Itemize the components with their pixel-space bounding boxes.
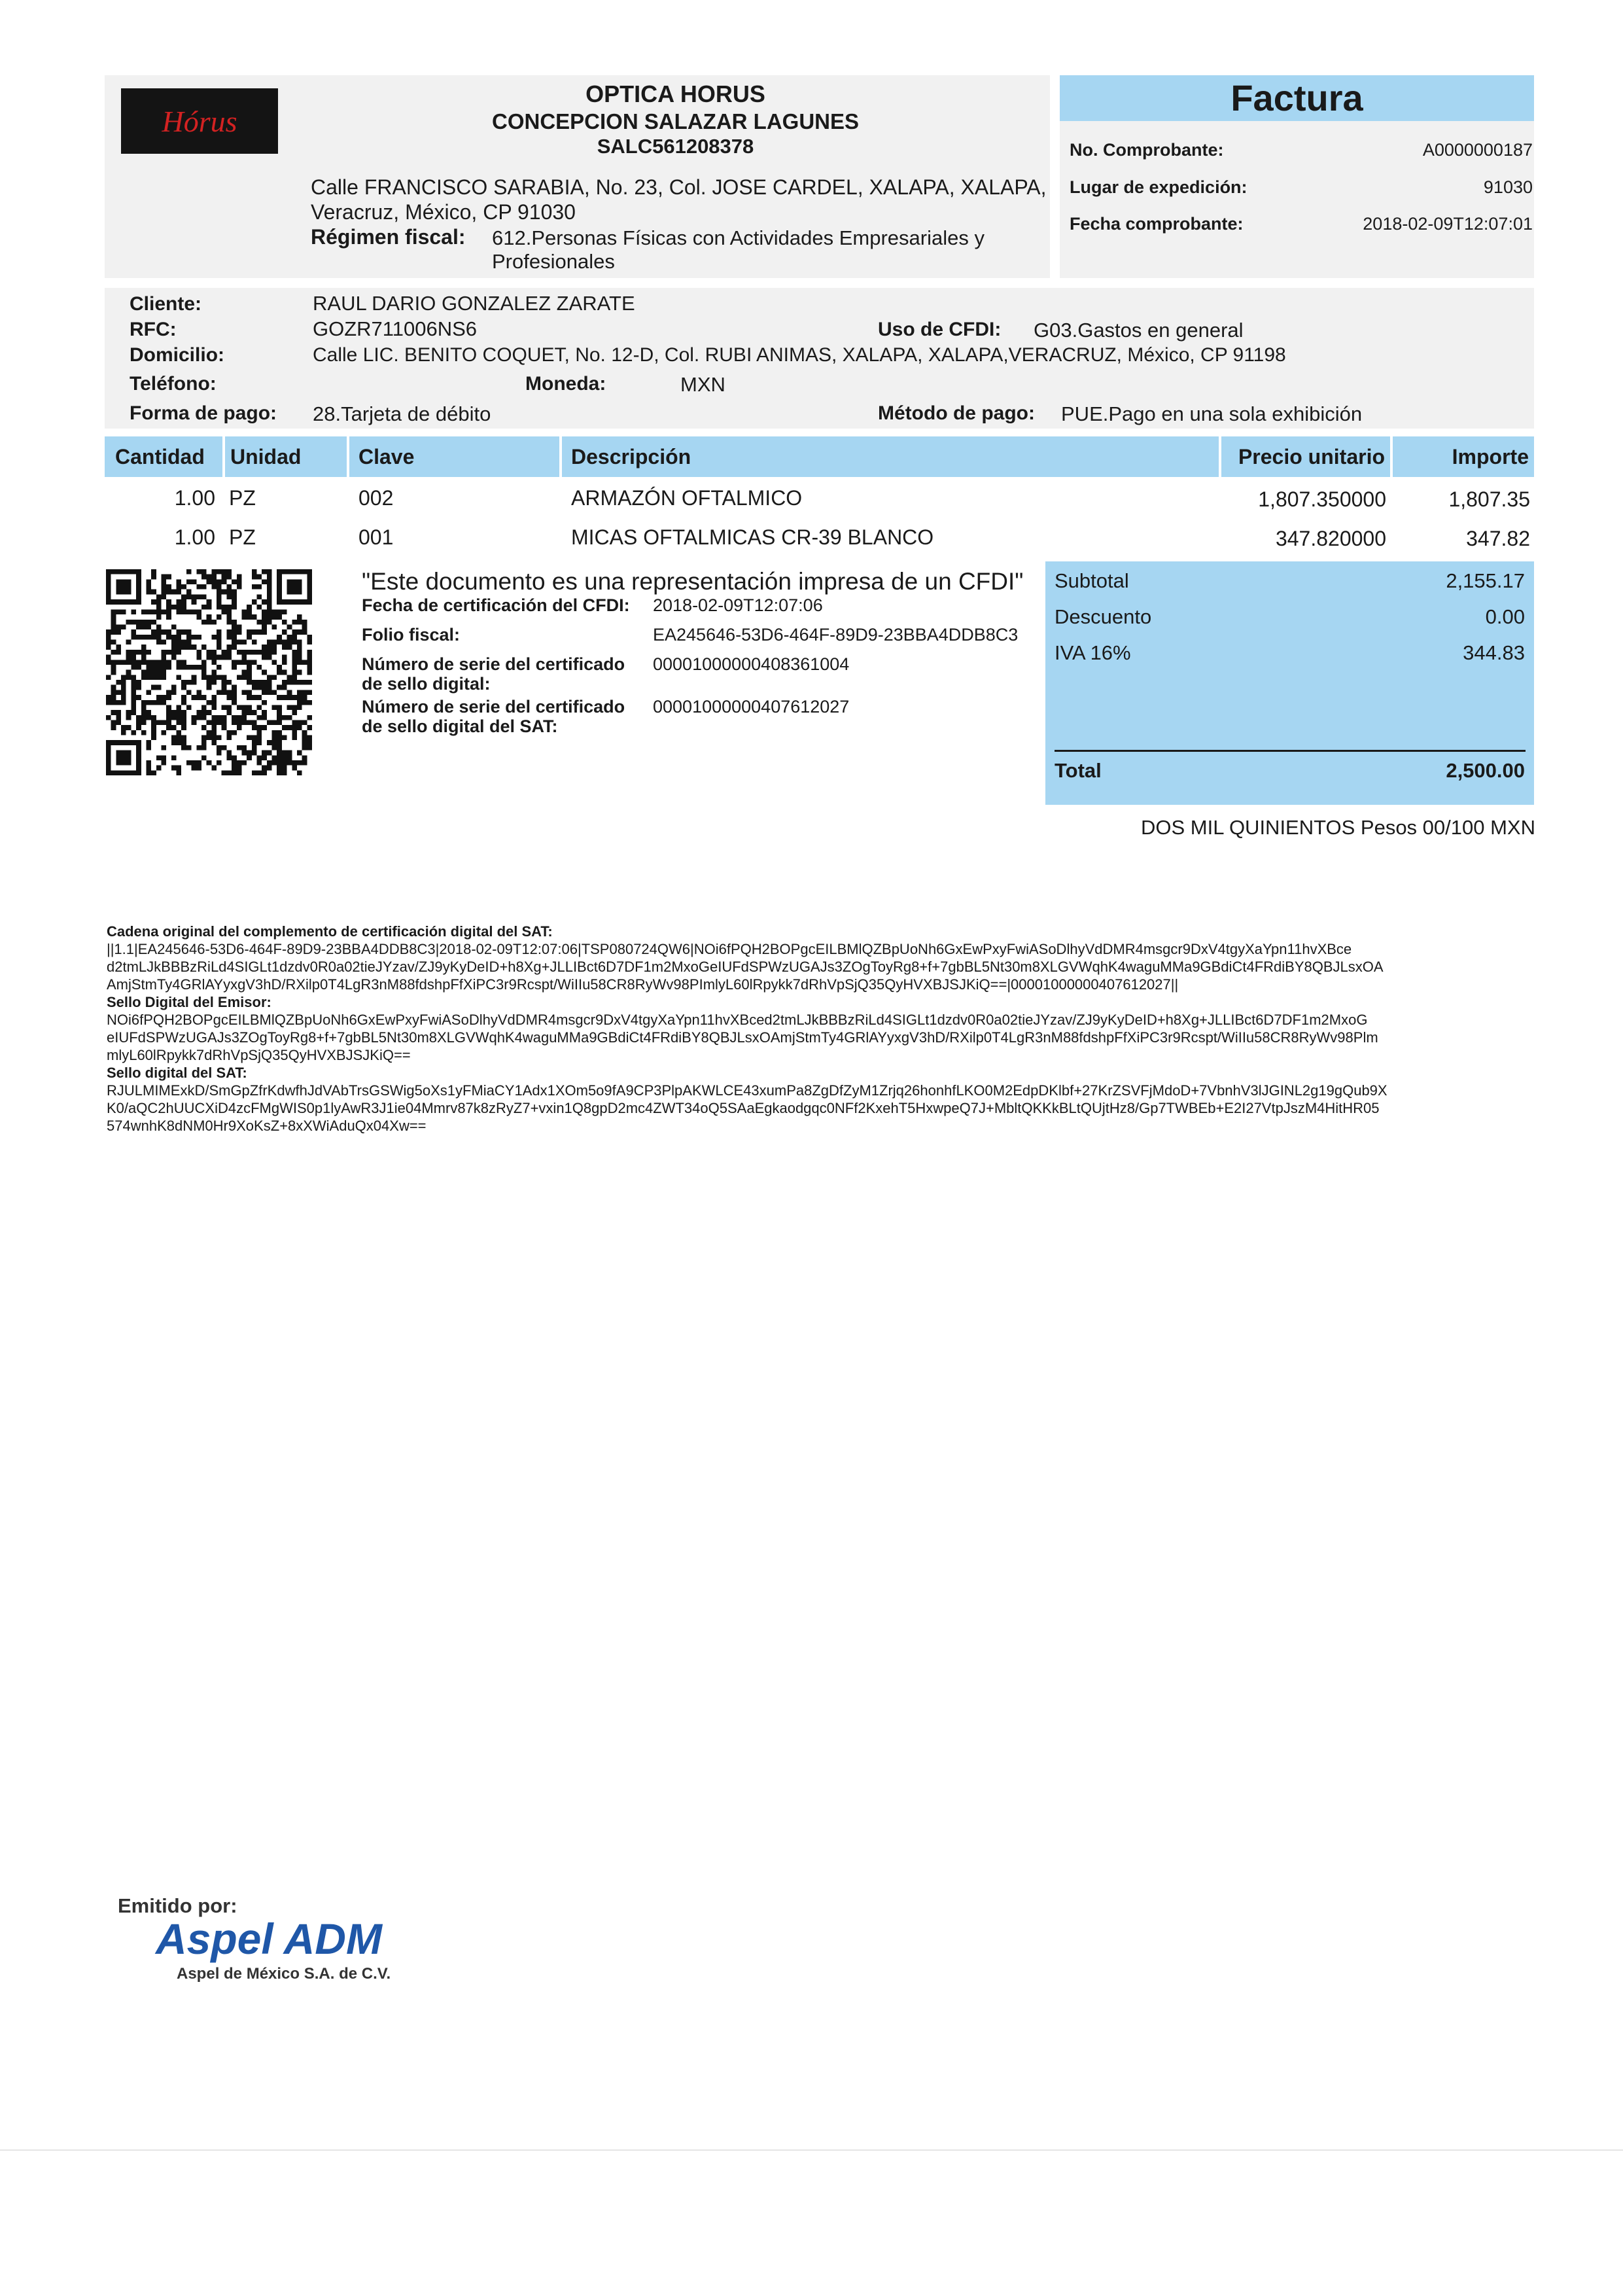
digital-serial-label-line1: Número de serie del certificado — [362, 654, 625, 674]
sat-seal-label: Sello digital del SAT: — [107, 1065, 247, 1081]
column-header-unit-price: Precio unitario — [1238, 445, 1385, 468]
subtotal-value: 2,155.17 — [1446, 569, 1525, 592]
client-address-label: Domicilio: — [130, 344, 225, 366]
regime-value-line1: 612.Personas Físicas con Actividades Empresariales y — [492, 226, 985, 249]
row-quantity: 1.00 — [174, 525, 215, 549]
row-amount: 1,807.35 — [1448, 487, 1530, 511]
column-header-quantity: Cantidad — [115, 445, 205, 468]
row-description: MICAS OFTALMICAS CR-39 BLANCO — [571, 525, 934, 549]
issuer-address-line1: Calle FRANCISCO SARABIA, No. 23, Col. JOSE CARDEL, XALAPA, XALAPA, — [311, 175, 1047, 199]
payment-form-value: 28.Tarjeta de débito — [313, 402, 491, 425]
column-header-description: Descripción — [571, 445, 691, 468]
original-chain-label: Cadena original del complemento de certificación digital del SAT: — [107, 923, 553, 940]
row-unit-price: 347.820000 — [1275, 527, 1386, 550]
emitter-seal-line: NOi6fPQH2BOPgcEILBMlQZBpUoNh6GxEwPxyFwiASoDlhyVdDMR4msgcr9DxV4tgyXaYpn11hvXBced2tmLJkBBBzRiLd4SIGLt1dzdv0R0a02tieJYzav/ZJ9yKyDeID+h8Xg+JLLIBct6D7DF1m2MxoG — [107, 1012, 1368, 1028]
invoice-number-value: A0000000187 — [1422, 140, 1533, 160]
header-divider — [559, 436, 562, 477]
issuer-name: OPTICA HORUS — [585, 80, 765, 107]
row-quantity: 1.00 — [174, 486, 215, 510]
regime-value-line2: Profesionales — [492, 250, 615, 273]
amount-in-words: DOS MIL QUINIENTOS Pesos 00/100 MXN — [1141, 816, 1535, 839]
header-divider — [1390, 436, 1393, 477]
total-label: Total — [1055, 759, 1102, 782]
total-value: 2,500.00 — [1446, 759, 1525, 782]
company-logo — [121, 88, 278, 154]
invoice-title: Factura — [1060, 75, 1534, 121]
regime-label: Régimen fiscal: — [311, 225, 466, 249]
sat-serial-label-line2: de sello digital del SAT: — [362, 716, 558, 736]
client-rfc-value: GOZR711006NS6 — [313, 317, 477, 340]
header-divider — [1219, 436, 1221, 477]
header-divider — [347, 436, 349, 477]
header-divider — [222, 436, 225, 477]
sat-serial-value: 00001000000407612027 — [653, 697, 850, 716]
discount-value: 0.00 — [1485, 605, 1525, 628]
sat-seal-line: RJULMIMExkD/SmGpZfrKdwfhJdVAbTrsGSWig5oXs1yFMiaCY1Adx1XOm5o9fA9CP3PlpAKWLCE43xumPa8ZgDfZyM1Zrjq26honhfLKO0M2EdpDKlbf+27KrZSVFjMdoD+7VbnhV3lJGINL2g19gQub9X — [107, 1082, 1387, 1099]
issuer-rfc: SALC561208378 — [597, 135, 754, 158]
original-chain-line: d2tmLJkBBBzRiLd4SIGLt1dzdv0R0a02tieJYzav/ZJ9yKyDeID+h8Xg+JLLIBct6D7DF1m2MxoGeIUFdSPWzUGAJs3ZOgToyRg8+f+7gbBL5Nt30m8XLGVWqhK4waguMMa9GBdiCt4FRdiBY8QBJLsxOA — [107, 959, 1384, 975]
discount-label: Descuento — [1055, 605, 1152, 628]
emitter-seal-label: Sello Digital del Emisor: — [107, 994, 271, 1010]
folio-value: EA245646-53D6-464F-89D9-23BBA4DDB8C3 — [653, 625, 1019, 645]
sat-serial-label-line1: Número de serie del certificado — [362, 697, 625, 716]
digital-serial-value: 00001000000408361004 — [653, 654, 850, 674]
cfdi-use-value: G03.Gastos en general — [1034, 319, 1244, 342]
column-header-unit: Unidad — [230, 445, 302, 468]
column-header-amount: Importe — [1452, 445, 1529, 468]
original-chain-line: AmjStmTy4GRlAYyxgV3hD/RXilp0T4LgR3nM88fdshpFfXiPC3r9Rcspt/WiIIu58CR8RyWv98PImlyL60lRpykk7dRhVpSjQ35QyHVXBJSJKiQ==|00001000000407612027|| — [107, 976, 1179, 993]
subtotal-label: Subtotal — [1055, 569, 1129, 592]
client-phone-label: Teléfono: — [130, 373, 217, 395]
row-code: 002 — [358, 486, 394, 510]
aspel-company: Aspel de México S.A. de C.V. — [177, 1965, 391, 1983]
qr-finder-pattern — [106, 740, 141, 775]
cfdi-statement: "Este documento es una representación impresa de un CFDI" — [362, 568, 1024, 595]
invoice-number-label: No. Comprobante: — [1070, 140, 1224, 160]
client-name-value: RAUL DARIO GONZALEZ ZARATE — [313, 292, 635, 315]
emitter-seal-line: eIUFdSPWzUGAJs3ZOgToyRg8+f+7gbBL5Nt30m8XLGVWqhK4waguMMa9GBdiCt4FRdiBY8QBJLsxOAmjStmTy4GRlAYyxgV3hD/RXilp0T4LgR3nM88fdshpFfXiPC3r9Rcspt/WiIIu58CR8RyWv98Plm — [107, 1029, 1378, 1046]
folio-label: Folio fiscal: — [362, 625, 461, 645]
row-unit: PZ — [229, 486, 256, 510]
emitter-seal-line: mlyL60lRpykk7dRhVpSjQ35QyHVXBJSJKiQ== — [107, 1047, 411, 1063]
row-code: 001 — [358, 525, 394, 549]
sat-seal-line: K0/aQC2hUUCXiD4zcFMgWIS0p1lyAwR3J1ie04Mmrv87k8zRyZ7+vxin1Q8gpD2mc4ZWT34oQ5SAaEgkaodgqc0NFf2KxehT5HxwpeQ7J+MbltQKKkBLtQUjtHz8/Gp7TWBEb+E2I27VtpJszM4HitHR05 — [107, 1100, 1380, 1116]
payment-method-value: PUE.Pago en una sola exhibición — [1061, 402, 1363, 425]
row-amount: 347.82 — [1466, 527, 1530, 550]
total-divider — [1055, 750, 1526, 752]
place-value: 91030 — [1483, 177, 1533, 197]
qr-finder-pattern — [106, 569, 141, 605]
payment-form-label: Forma de pago: — [130, 402, 277, 424]
client-rfc-label: RFC: — [130, 319, 177, 340]
payment-method-label: Método de pago: — [878, 402, 1035, 424]
digital-serial-label-line2: de sello digital: — [362, 674, 491, 694]
column-header-code: Clave — [358, 445, 415, 468]
page-bottom-divider — [0, 2149, 1623, 2151]
tax-label: IVA 16% — [1055, 641, 1131, 664]
issuer-address-line2: Veracruz, México, CP 91030 — [311, 200, 576, 224]
client-address-value: Calle LIC. BENITO COQUET, No. 12-D, Col. RUBI ANIMAS, XALAPA, XALAPA,VERACRUZ, México, CP 91198 — [313, 344, 1286, 366]
sat-seal-line: 574wnhK8dNM0Hr9XoKsZ+8xXWiAduQx04Xw== — [107, 1118, 427, 1134]
original-chain-line: ||1.1|EA245646-53D6-464F-89D9-23BBA4DDB8C3|2018-02-09T12:07:06|TSP080724QW6|NOi6fPQH2BOPgcEILBMlQZBpUoNh6GxEwPxyFwiASoDlhyVdDMR4msgcr9DxV4tgyXaYpn11hvXBce — [107, 941, 1352, 957]
qr-code — [106, 569, 312, 775]
issued-by-label: Emitido por: — [118, 1894, 237, 1917]
cert-date-value: 2018-02-09T12:07:06 — [653, 595, 823, 615]
currency-value: MXN — [680, 373, 725, 396]
row-description: ARMAZÓN OFTALMICO — [571, 486, 803, 510]
row-unit-price: 1,807.350000 — [1258, 487, 1386, 511]
row-unit: PZ — [229, 525, 256, 549]
invoice-date-value: 2018-02-09T12:07:01 — [1363, 214, 1533, 234]
qr-finder-pattern — [277, 569, 312, 605]
issuer-owner: CONCEPCION SALAZAR LAGUNES — [491, 109, 860, 133]
tax-value: 344.83 — [1463, 641, 1525, 664]
logo-text: Hórus — [162, 104, 237, 138]
aspel-logo: Aspel ADM — [156, 1915, 382, 1963]
place-label: Lugar de expedición: — [1070, 177, 1248, 197]
cert-date-label: Fecha de certificación del CFDI: — [362, 595, 630, 615]
invoice-date-label: Fecha comprobante: — [1070, 214, 1244, 234]
currency-label: Moneda: — [525, 373, 606, 395]
cfdi-use-label: Uso de CFDI: — [878, 319, 1002, 340]
client-name-label: Cliente: — [130, 293, 202, 315]
